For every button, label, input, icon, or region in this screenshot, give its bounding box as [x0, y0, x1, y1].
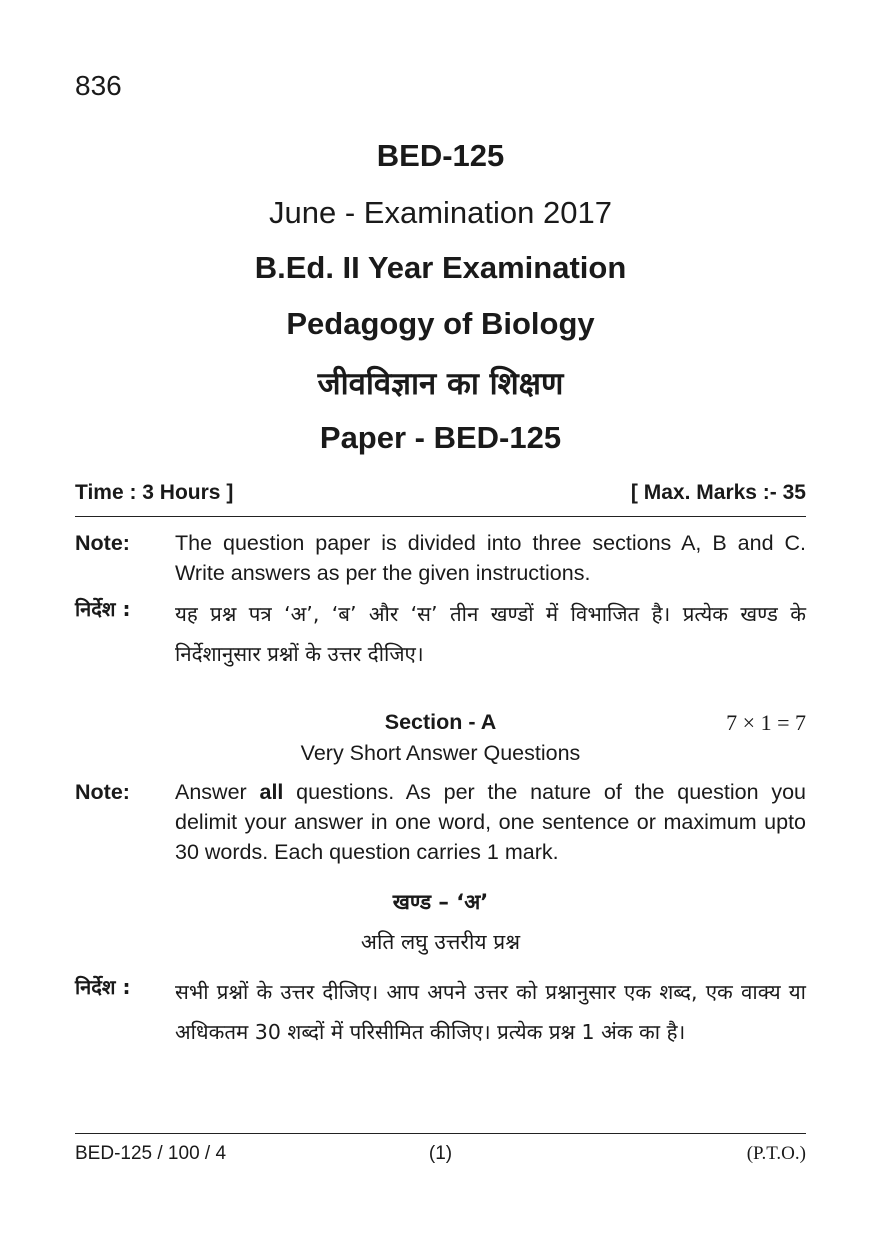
- emphasis-all: all: [259, 780, 284, 804]
- note-label: Note:: [75, 531, 130, 555]
- page-number: (1): [428, 1143, 453, 1164]
- note-text-hi: यह प्रश्न पत्र ‘अ’, ‘ब’ और ‘स’ तीन खण्डों में विभाजित है। प्रत्येक खण्ड के निर्देशानुसार प्रश्नों के उत्तर दीजिए।: [175, 602, 806, 666]
- section-a-subtitle-hi: अति लघु उत्तरीय प्रश्न: [360, 930, 521, 954]
- code-number: 836: [75, 70, 122, 101]
- section-a-note-hi: [75, 972, 806, 1052]
- max-marks: [ Max. Marks :- 35: [630, 481, 806, 504]
- section-note-text: Answer all questions. As per the nature of the question you delimit your answer in one word, one sentence or maximum upto 30 words. Each question carries 1 mark.: [175, 780, 807, 864]
- course-title: B.Ed. II Year Examination: [254, 250, 627, 285]
- time-allowed: Time : 3 Hours ]: [75, 481, 234, 504]
- general-note-hi: [75, 594, 806, 674]
- exam-session: June - Examination 2017: [269, 195, 612, 230]
- section-note-label-hi: निर्देश :: [75, 975, 131, 999]
- header-divider: [75, 516, 806, 517]
- note-text: The question paper is divided into three sections A, B and C. Write answers as per the given instructions.: [175, 531, 806, 585]
- pto-label: (P.T.O.): [746, 1143, 806, 1164]
- note-label-hi: निर्देश :: [75, 597, 131, 621]
- subject-title-en: Pedagogy of Biology: [286, 306, 595, 341]
- section-a-title: Section - A: [384, 710, 497, 734]
- section-a-note-en: [75, 777, 806, 867]
- footer-divider: [75, 1133, 806, 1134]
- footer-code: BED-125 / 100 / 4: [75, 1143, 227, 1164]
- section-a-marks: 7 × 1 = 7: [726, 710, 806, 735]
- section-a-title-hi: खण्ड – ‘अ’: [392, 890, 489, 914]
- exam-meta-row: [75, 481, 806, 505]
- subject-title-hi: जीवविज्ञान का शिक्षण: [317, 366, 564, 402]
- section-note-text-hi: सभी प्रश्नों के उत्तर दीजिए। आप अपने उत्तर को प्रश्नानुसार एक शब्द, एक वाक्य या अधिकतम 30 शब्दों में परिसीमित कीजिए। प्रत्येक प्रश्न 1 अंक का है।: [175, 980, 806, 1044]
- paper-title: Paper - BED-125: [319, 420, 562, 455]
- section-note-label: Note:: [75, 780, 130, 804]
- general-note-en: [75, 528, 806, 588]
- paper-code-heading: BED-125: [376, 138, 505, 173]
- section-a-subtitle: Very Short Answer Questions: [300, 741, 581, 765]
